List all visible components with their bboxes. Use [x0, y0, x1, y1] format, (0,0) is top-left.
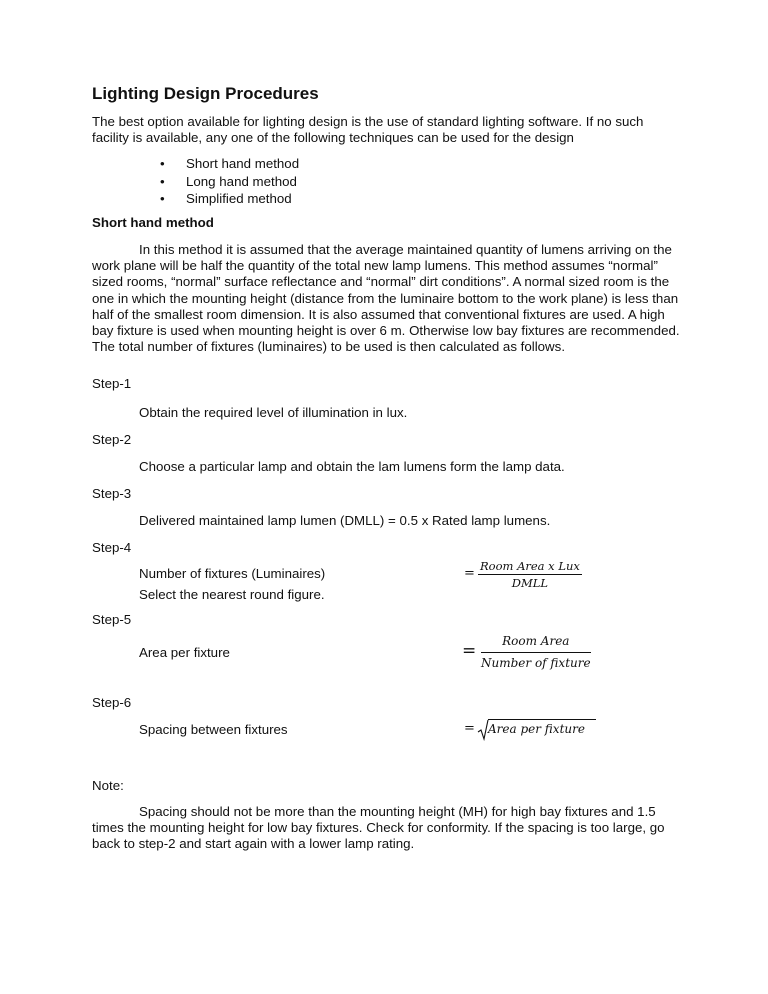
- fraction-numerator: Room Area: [481, 634, 591, 653]
- fraction-denominator: Number of fixture: [481, 656, 591, 670]
- step-6-text: Spacing between fixtures: [139, 722, 288, 737]
- fraction-numerator: Room Area x Lux: [480, 559, 580, 573]
- equals-sign: =: [462, 641, 477, 661]
- step-1-text: Obtain the required level of illumination in lux.: [139, 405, 408, 420]
- radicand: Area per fixture: [488, 719, 596, 736]
- step-6-label: Step-6: [92, 695, 132, 710]
- step-2-text: Choose a particular lamp and obtain the lam lumens form the lamp data.: [139, 459, 565, 474]
- step-2-label: Step-2: [92, 432, 132, 447]
- note-body: Spacing should not be more than the mounting height (MH) for high bay fixtures and 1.5 times the mounting height for low bay fixtures. Check for conformity. If the spacing is too large, go back to step-2 and start again with a lower lamp rating.: [92, 804, 665, 852]
- section-body: In this method it is assumed that the average maintained quantity of lumens arriving on the work plane will be half the quantity of the total new lamp lumens. This method assumes “normal” sized rooms, “normal” surface reflectance and “normal” dirt conditions”. A normal sized room is the one in which the mounting height (distance from the luminaire bottom to the work plane) is less than half of the smallest room dimension. It is also assumed that conventional fixtures are used. A high bay fixture is used when mounting height is over 6 m. Otherwise low bay fixtures are recommended. The total number of fixtures (luminaires) to be used is then calculated as follows.: [92, 242, 680, 355]
- list-item: • Long hand method: [160, 173, 299, 191]
- step-5-formula: [462, 632, 622, 672]
- equals-sign: =: [464, 721, 475, 736]
- intro-paragraph: The best option available for lighting design is the use of standard lighting software. If no such facility is available, any one of the following techniques can be used for the design: [92, 114, 644, 146]
- fraction-denominator: DMLL: [511, 576, 549, 590]
- step-4-text: Number of fixtures (Luminaires): [139, 566, 326, 581]
- step-1-label: Step-1: [92, 376, 132, 391]
- methods-list: [160, 155, 299, 208]
- step-6-formula: [464, 717, 614, 743]
- step-3-label: Step-3: [92, 486, 132, 501]
- step-4-label: Step-4: [92, 540, 132, 555]
- step-4-note: Select the nearest round figure.: [139, 587, 325, 602]
- equals-sign: =: [464, 566, 475, 581]
- step-3-text: Delivered maintained lamp lumen (DMLL) = 0.5 x Rated lamp lumens.: [139, 513, 551, 528]
- step-5-fraction: [481, 634, 591, 670]
- list-item: • Short hand method: [160, 155, 299, 173]
- list-item: • Simplified method: [160, 190, 299, 208]
- page-title: Lighting Design Procedures: [92, 84, 319, 103]
- note-label: Note:: [92, 778, 124, 793]
- step-4-formula: [464, 556, 604, 596]
- section-heading: Short hand method: [92, 215, 214, 230]
- step-5-label: Step-5: [92, 612, 132, 627]
- step-4-fraction: [478, 559, 582, 590]
- step-5-text: Area per fixture: [139, 645, 230, 660]
